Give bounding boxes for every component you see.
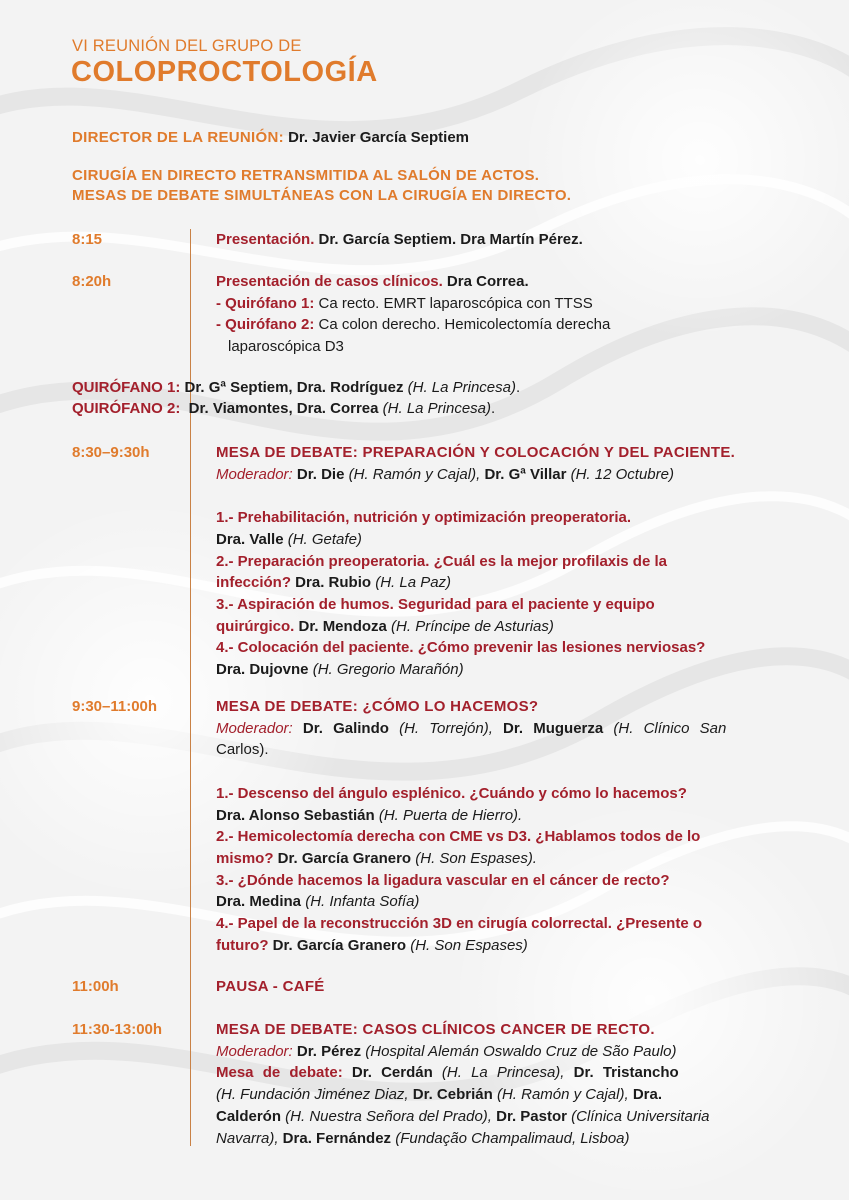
speaker: Dr. Mendoza	[294, 617, 387, 635]
session-title: MESA DE DEBATE: ¿CÓMO LO HACEMOS?	[216, 698, 539, 715]
topic-title-cont: mismo?	[216, 849, 274, 867]
hospital: (H. La Princesa)	[378, 400, 492, 417]
hospital: Navarra),	[216, 1129, 279, 1147]
event-subtitle: VI REUNIÓN DEL GRUPO DE	[72, 37, 302, 55]
hospital: (H. Clínico San	[603, 719, 727, 737]
speaker: Dra. Rubio	[291, 574, 372, 592]
hospital: (Hospital Alemán Oswaldo Cruz de São Paulo)	[361, 1042, 677, 1060]
session-title: MESA DE DEBATE: PREPARACIÓN Y COLOCACIÓN Y DEL PACIENTE.	[216, 444, 736, 461]
hospital-cont: Carlos).	[216, 741, 269, 759]
speaker: Dr. García Granero	[273, 849, 412, 867]
hospital: (H. Torrejón),	[388, 719, 493, 737]
session-speakers: Dr. García Septiem. Dra Martín Pérez.	[314, 231, 583, 248]
director-line	[72, 127, 469, 148]
speaker: Dra. Dujovne	[216, 661, 309, 679]
topic-title-cont: quirúrgico.	[216, 617, 295, 635]
session-title: Presentación.	[216, 231, 315, 248]
session-815	[216, 229, 776, 251]
topic-title: 4.- Papel de la reconstrucción 3D en cirugía colorrectal. ¿Presente o	[216, 915, 702, 933]
hospital: (H. Son Espases).	[411, 849, 537, 867]
quirofano-2-names: Dr. Viamontes, Dra. Correa	[180, 400, 379, 417]
session-time: 8:30–9:30h	[72, 444, 150, 461]
speaker: Dr. García Granero	[268, 936, 407, 954]
panelist: Dra.	[628, 1086, 663, 1104]
hospital: (Fundação Champalimaud, Lisboa)	[391, 1129, 630, 1147]
quirofano-2-text-cont: laparoscópica D3	[228, 338, 344, 356]
topic-title: 3.- Aspiración de humos. Seguridad para el paciente y equipo	[216, 595, 655, 613]
moderator: Dr. Pérez	[292, 1042, 362, 1060]
hospital: (H. Son Espases)	[406, 936, 528, 954]
hospital: (H. Infanta Sofía)	[301, 893, 420, 911]
hospital: (H. Gregorio Marañón)	[308, 661, 464, 679]
session-time: 11:00h	[72, 978, 119, 995]
hospital: (H. Ramón y Cajal),	[492, 1086, 629, 1104]
topic-title: 2.- Preparación preoperatoria. ¿Cuál es la mejor profilaxis de la	[216, 552, 667, 570]
hospital: (H. 12 Octubre)	[566, 465, 674, 483]
panelist: Calderón	[216, 1107, 282, 1125]
session-830	[216, 442, 776, 681]
quirofano-2-label: - Quirófano 2:	[216, 316, 315, 334]
hospital: (H. Getafe)	[283, 530, 362, 548]
session-time: 8:15	[72, 231, 103, 248]
session-1130	[216, 1019, 776, 1149]
punctuation: .	[516, 379, 521, 396]
hospital: (H. La Princesa)	[403, 379, 516, 396]
moderator-label: Moderador:	[216, 719, 293, 737]
punctuation: .	[491, 400, 496, 417]
topic-title: 1.- Prehabilitación, nutrición y optimización preoperatoria.	[216, 509, 632, 527]
hospital: (Clínica Universitaria	[566, 1107, 710, 1125]
session-1100	[216, 976, 776, 998]
topic-title: 4.- Colocación del paciente. ¿Cómo prevenir las lesiones nerviosas?	[216, 639, 706, 657]
quirofano-1-label: - Quirófano 1:	[216, 294, 315, 312]
director-label: DIRECTOR DE LA REUNIÓN:	[72, 129, 284, 146]
speaker: Dra. Alonso Sebastián	[216, 806, 375, 824]
quirofano-1-label: QUIRÓFANO 1:	[72, 379, 181, 396]
session-930	[216, 696, 776, 956]
panelist: Dr. Tristancho	[564, 1064, 679, 1082]
speaker: Dra. Valle	[216, 530, 284, 548]
topic-title: 2.- Hemicolectomía derecha con CME vs D3. ¿Hablamos todos de lo	[216, 828, 701, 846]
panelist: Dr. Cebrián	[408, 1086, 493, 1104]
session-time: 8:20h	[72, 273, 112, 290]
session-time: 9:30–11:00h	[72, 698, 158, 715]
timeline-divider	[190, 229, 191, 1146]
session-title: PAUSA - CAFÉ	[216, 978, 325, 995]
panelist: Dra. Fernández	[278, 1129, 392, 1147]
hospital: (H. Príncipe de Asturias)	[386, 617, 554, 635]
topic-title: 1.- Descenso del ángulo esplénico. ¿Cuándo y cómo lo hacemos?	[216, 784, 687, 802]
notice-line-1: CIRUGÍA EN DIRECTO RETRANSMITIDA AL SALÓN DE ACTOS.	[72, 167, 540, 184]
quirofano-1-text: Ca recto. EMRT laparoscópica con TTSS	[314, 294, 593, 312]
topic-title: 3.- ¿Dónde hacemos la ligadura vascular en el cáncer de recto?	[216, 871, 670, 889]
panel-label: Mesa de debate:	[216, 1064, 343, 1082]
hospital: (H. La Paz)	[371, 574, 452, 592]
session-title: MESA DE DEBATE: CASOS CLÍNICOS CANCER DE RECTO.	[216, 1021, 655, 1038]
moderator-label: Moderador:	[216, 1042, 293, 1060]
moderator: Dr. Gª Villar	[480, 465, 567, 483]
session-820	[216, 271, 776, 358]
event-title: COLOPROCTOLOGÍA	[71, 56, 378, 88]
moderator: Dr. Die	[292, 465, 345, 483]
hospital: (H. Puerta de Hierro).	[374, 806, 523, 824]
quirofano-2-line	[72, 398, 495, 419]
speaker: Dra. Medina	[216, 893, 302, 911]
hospital: (H. Ramón y Cajal),	[344, 465, 481, 483]
topic-title-cont: futuro?	[216, 936, 269, 954]
hospital: (H. Fundación Jiménez Diaz,	[216, 1086, 409, 1104]
quirofano-2-text: Ca colon derecho. Hemicolectomía derecha	[314, 316, 611, 334]
quirofano-1-line	[72, 377, 520, 398]
topic-title-cont: infección?	[216, 574, 292, 592]
notice-line-2: MESAS DE DEBATE SIMULTÁNEAS CON LA CIRUGÍA EN DIRECTO.	[72, 187, 572, 204]
hospital: (H. Nuestra Señora del Prado),	[281, 1107, 492, 1125]
quirofano-2-label: QUIRÓFANO 2:	[72, 400, 181, 417]
session-title: Presentación de casos clínicos.	[216, 273, 443, 290]
director-name: Dr. Javier García Septiem	[288, 129, 470, 146]
panelist: Dr. Pastor	[491, 1107, 567, 1125]
session-speakers: Dra Correa.	[442, 273, 529, 290]
quirofano-1-names: Dr. Gª Septiem, Dra. Rodríguez	[180, 379, 404, 396]
moderator-label: Moderador:	[216, 465, 293, 483]
moderator: Dr. Muguerza	[492, 719, 604, 737]
hospital: (H. La Princesa),	[432, 1064, 565, 1082]
session-time: 11:30-13:00h	[72, 1021, 163, 1038]
moderator: Dr. Galindo	[292, 719, 389, 737]
panelist: Dr. Cerdán	[342, 1064, 433, 1082]
